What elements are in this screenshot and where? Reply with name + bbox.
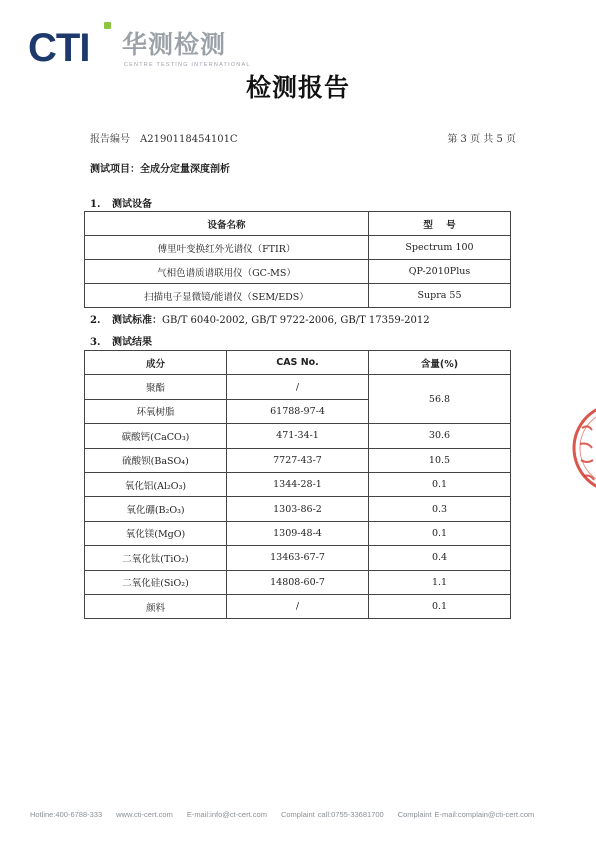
component-cell: 二氧化钛(TiO₂) [85,546,227,570]
equipment-name-cell: 傅里叶变换红外光谱仪（FTIR） [85,236,369,260]
footer-website[interactable]: www.cti-cert.com [116,810,173,819]
table-row [85,570,511,594]
cas-cell: 1303-86-2 [227,497,369,521]
content-cell: 0.3 [369,497,511,521]
table-row [85,594,511,618]
cas-cell: / [227,375,369,399]
table-row [85,424,511,448]
content-cell: 30.6 [369,424,511,448]
table-row [85,448,511,472]
content-cell: 0.1 [369,594,511,618]
standards-value: GB/T 6040-2002, GB/T 9722-2006, GB/T 17359-2012 [162,315,430,326]
table-row [85,497,511,521]
report-number-label: 报告编号 [90,134,130,145]
equipment-table [84,211,511,308]
cas-cell: 14808-60-7 [227,570,369,594]
logo-accent-dot [104,22,111,29]
table-header-row [85,351,511,375]
cas-cell: 13463-67-7 [227,546,369,570]
component-cell: 碳酸钙(CaCO₃) [85,424,227,448]
component-cell: 氧化铝(Al₂O₃) [85,472,227,496]
component-cell: 氧化镁(MgO) [85,521,227,545]
test-item-heading: 测试项目：全成分定量深度剖析 [90,164,230,175]
table-row [85,260,511,284]
section-standards [90,311,430,326]
report-number [90,130,248,145]
cas-cell: 1309-48-4 [227,521,369,545]
table-header-row [85,212,511,236]
table-row [85,546,511,570]
section-label: 测试设备 [112,199,152,210]
content-cell: 56.8 [369,375,511,424]
equipment-name-cell: 扫描电子显微镜/能谱仪（SEM/EDS） [85,284,369,308]
footer-complaint-email[interactable]: Complaint E-mail:complain@cti-cert.com [397,810,535,819]
table-row [85,472,511,496]
equipment-name-cell: 气相色谱质谱联用仪（GC-MS） [85,260,369,284]
column-header-cas: CAS No. [227,351,369,375]
equipment-model-cell: Supra 55 [369,284,511,308]
column-header-equipment-name: 设备名称 [85,212,369,236]
logo-brand: CTI [28,26,90,70]
component-cell: 环氧树脂 [85,399,227,423]
page-title: 检测报告 [245,73,350,102]
column-header-model: 型 号 [369,212,511,236]
logo-chinese-name: 华测检测 [122,30,227,59]
component-cell: 硫酸钡(BaSO₄) [85,448,227,472]
equipment-model-cell: QP-2010Plus [369,260,511,284]
cas-cell: 1344-28-1 [227,472,369,496]
cas-cell: / [227,594,369,618]
content-cell: 1.1 [369,570,511,594]
page-footer [30,810,570,819]
footer-complaint-call: Complaint call:0755-33681700 [280,810,384,819]
content-cell: 0.1 [369,472,511,496]
footer-hotline: Hotline:400-6788-333 [30,810,103,819]
component-cell: 氧化硼(B₂O₃) [85,497,227,521]
equipment-model-cell: Spectrum 100 [369,236,511,260]
table-row [85,375,511,399]
report-number-value: A2190118454101C [140,134,238,145]
section-number: 3. [90,337,101,348]
section-number: 1. [90,199,101,210]
content-cell: 0.1 [369,521,511,545]
cas-cell: 7727-43-7 [227,448,369,472]
content-cell: 10.5 [369,448,511,472]
table-row [85,236,511,260]
column-header-component: 成分 [85,351,227,375]
logo-english-name: CENTRE TESTING INTERNATIONAL [124,62,251,68]
cas-cell: 61788-97-4 [227,399,369,423]
content-cell: 0.4 [369,546,511,570]
component-cell: 二氧化硅(SiO₂) [85,570,227,594]
section-number: 2. [90,315,101,326]
cas-cell: 471-34-1 [227,424,369,448]
section-results [90,333,152,348]
page-indicator: 第 3 页 共 5 页 [447,134,516,145]
component-cell: 聚酯 [85,375,227,399]
footer-email[interactable]: E-mail:info@ct-cert.com [186,810,267,819]
results-table [84,350,511,619]
component-cell: 颜料 [85,594,227,618]
official-seal-stamp [566,388,596,508]
table-row [85,284,511,308]
column-header-content: 含量(%) [369,351,511,375]
section-label: 测试标准： [112,315,162,326]
section-equipment [90,195,152,210]
table-row [85,521,511,545]
company-logo [28,22,251,74]
section-label: 测试结果 [112,337,152,348]
